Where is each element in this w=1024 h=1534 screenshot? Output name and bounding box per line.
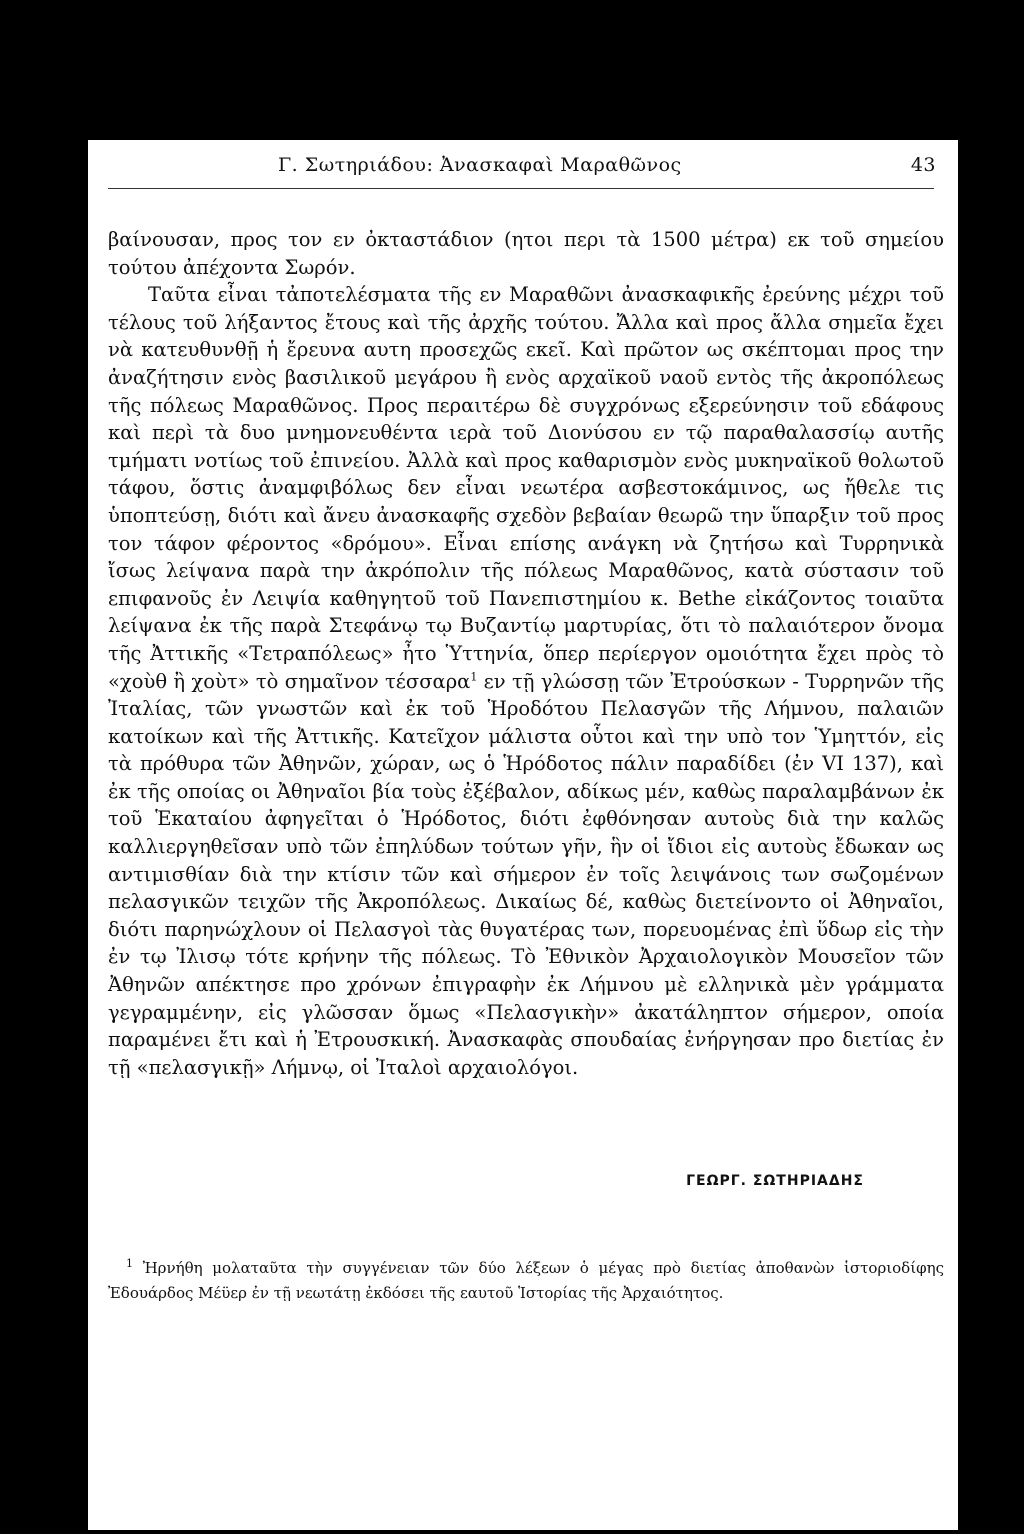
footnote-text: Ἠρνήθη μολαταῦτα τὴν συγγένειαν τῶν δύο λέξεων ὁ μέγας πρὸ διετίας ἀποθανὼν ἱστοριοδίφης Ἐδουάρδος Μέϋερ ἐν τῇ νεωτάτῃ ἐκδόσει τῆς εαυτοῦ Ἱστορίας τῆς Ἀρχαιότητος. — [108, 1259, 944, 1302]
footnote — [108, 1256, 944, 1306]
page-number: 43 — [910, 154, 936, 176]
document-page — [88, 140, 958, 1530]
footnote-marker: 1 — [126, 1257, 133, 1270]
header-rule — [108, 188, 934, 189]
paragraph-main — [108, 281, 944, 1081]
article-body — [108, 226, 944, 1081]
footnote-reference[interactable]: 1 — [470, 670, 478, 683]
paragraph-main-part-2: εν τῇ γλώσσῃ τῶν Ἐτρούσκων - Τυρρηνῶν τῆς Ἰταλίας, τῶν γνωστῶν καὶ ἐκ τοῦ Ἡροδότου Πελασγῶν τῆς Λήμνου, παλαιῶν κατοίκων καὶ τῆς Ἀττικῆς. Κατεῖχον μάλιστα οὗτοι καὶ την υπὸ τον Ὑμηττόν, εἰς τὰ πρόθυρα τῶν Ἀθηνῶν, χώραν, ως ὁ Ἡρόδοτος πάλιν παραδίδει (ἐν VI 137), καὶ ἐκ τῆς οποίας οι Ἀθηναῖοι βία τοὺς ἐξέβαλον, αδίκως μέν, καθὼς παραλαμβάνων ἐκ τοῦ Ἑκαταίου ἀφηγεῖται ὁ Ἡρόδοτος, διότι ἐφθόνησαν αυτοὺς διὰ την καλῶς καλλιεργηθεῖσαν υπὸ τῶν ἐπηλύδων τούτων γῆν, ἣν οἱ ἴδιοι εἰς αυτοὺς ἔδωκαν ως αντιμισθίαν διὰ την κτίσιν τῶν καὶ σήμερον ἐν τοῖς λειψάνοις των σωζομένων πελασγικῶν τειχῶν τῆς Ἀκροπόλεως. Δικαίως δέ, καθὼς διετείνοντο οἱ Ἀθηναῖοι, διότι παρηνώχλουν οἱ Πελασγοὶ τὰς θυγατέρας των, πορευομένας ἐπὶ ὕδωρ εἰς τὴν ἐν τῳ Ἰλισῳ τότε κρήνην τῆς πόλεως. Τὸ Ἐθνικὸν Ἀρχαιολογικὸν Μουσεῖον τῶν Ἀθηνῶν απέκτησε προ χρόνων ἐπιγραφὴν ἐκ Λήμνου μὲ ελληνικὰ μὲν γράμματα γεγραμμένην, εἰς γλῶσσαν ὅμως «Πελασγικὴν» ἀκατάληπτον σήμερον, οποία παραμένει ἔτι καὶ ἡ Ἐτρουσκική. Ἀνασκαφὰς σπουδαίας ἐνήργησαν προ διετίας ἐν τῇ «πελασγικῇ» Λήμνῳ, οἱ Ἰταλοὶ αρχαιολόγοι. — [108, 669, 945, 1079]
running-head-title: Γ. Σωτηριάδου: Ἀνασκαφαὶ Μαραθῶνος — [278, 154, 682, 176]
running-head — [278, 154, 936, 184]
paragraph-main-part-1: Ταῦτα εἶναι τἀποτελέσματα τῆς εν Μαραθῶνι ἀνασκαφικῆς ἐρεύνης μέχρι τοῦ τέλους τοῦ λήξαντος ἔτους καὶ τῆς ἀρχῆς τούτου. Ἄλλα καὶ προς ἄλλα σημεῖα ἔχει νὰ κατευθυνθῇ ἡ ἔρευνα αυτη προσεχῶς εκεῖ. Καὶ πρῶτον ως σκέπτομαι προς την ἀναζήτησιν ενὸς βασιλικοῦ μεγάρου ἢ ενὸς αρχαϊκοῦ ναοῦ εντὸς τῆς ἀκροπόλεως τῆς πόλεως Μαραθῶνος. Προς περαιτέρω δὲ συγχρόνως εξερεύνησιν τοῦ εδάφους καὶ περὶ τὰ δυο μνημονευθέντα ιερὰ τοῦ Διονύσου εν τῷ παραθαλασσίῳ αυτῆς τμήματι νοτίως τοῦ ἐπινείου. Ἀλλὰ καὶ προς καθαρισμὸν ενὸς μυκηναϊκοῦ θολωτοῦ τάφου, ὅστις ἀναμφιβόλως δεν εἶναι νεωτέρα ασβεστοκάμινος, ως ἤθελε τις ὑποπτεύσῃ, διότι καὶ ἄνευ ἀνασκαφῆς σχεδὸν βεβαίαν θεωρῶ την ὕπαρξιν τοῦ προς τον τάφον φέροντος «δρόμου». Εἶναι επίσης ανάγκη νὰ ζητήσω καὶ Τυρρηνικὰ ἴσως λείψανα παρὰ την ἀκρόπολιν τῆς πόλεως Μαραθῶνος, κατὰ σύστασιν τοῦ επιφανοῦς ἐν Λειψία καθηγητοῦ τοῦ Πανεπιστημίου κ. Bethe εἰκάζοντος τοιαῦτα λείψανα ἐκ τῆς παρὰ Στεφάνῳ τῳ Βυζαντίῳ μαρτυρίας, ὅτι τὸ παλαιότερον ὄνομα τῆς Ἀττικῆς «Τετραπόλεως» ἦτο Ὑττηνία, ὅπερ περίεργον ομοιότητα ἔχει πρὸς τὸ «χοὺθ ἢ χοὺτ» τὸ σημαῖνον τέσσαρα — [108, 283, 944, 693]
author-signature: ΓΕΩΡΓ. ΣΩΤΗΡΙΑΔΗΣ — [686, 1173, 864, 1189]
paragraph-continued: βαίνουσαν, προς τον εν ὀκταστάδιον (ητοι περι τὰ 1500 μέτρα) εκ τοῦ σημείου τούτου ἀπέχοντα Σωρόν. — [108, 228, 944, 279]
